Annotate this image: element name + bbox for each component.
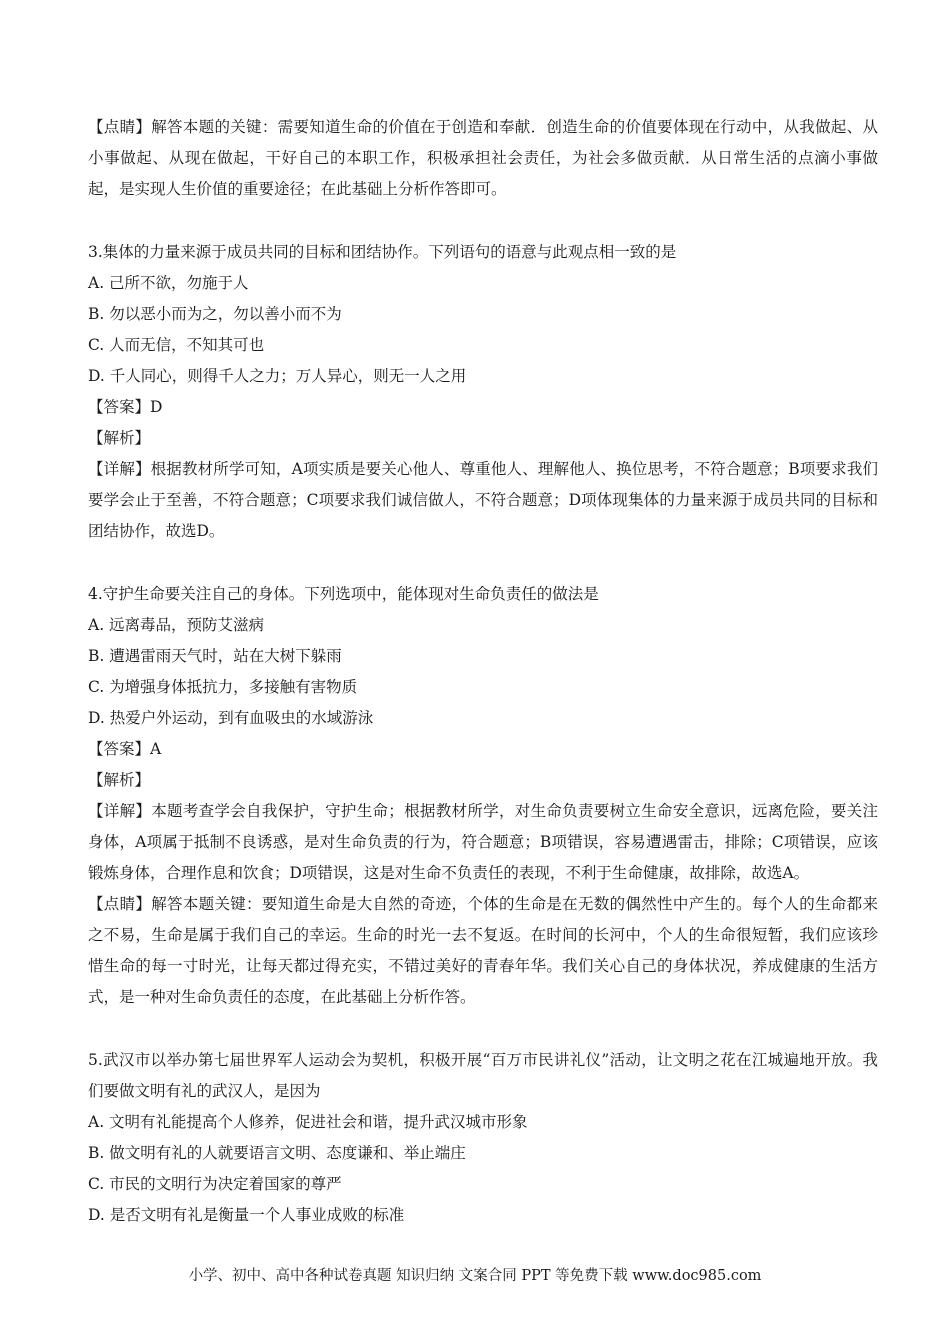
question-4-option-d: D. 热爱户外运动，到有血吸虫的水域游泳 [88,709,374,727]
question-3-option-c: C. 人而无信，不知其可也 [88,336,265,354]
question-5-option-b: B. 做文明有礼的人就要语言文明、态度谦和、举止端庄 [88,1144,466,1162]
question-5-option-d: D. 是否文明有礼是衡量一个人事业成败的标准 [88,1206,405,1224]
question-4-dianjing: 【点睛】解答本题关键：要知道生命是大自然的奇迹，个体的生命是在无数的偶然性中产生的。每个人的生命都来之不易，生命是属于我们自己的幸运。生命的时光一去不复返。在时间的长河中，个人的生命很短暂，我们应该珍惜生命的每一寸时光，让每天都过得充实，不错过美好的青春年华。我们关心自己的身体状况，养成健康的生活方式，是一种对生命负责任的态度，在此基础上分析作答。 [88,895,878,1006]
page-footer: 小学、初中、高中各种试卷真题 知识归纳 文案合同 PPT 等免费下载 www.doc985.com [188,1268,762,1284]
question-3-jiexi: 【解析】 [88,429,151,447]
question-3-option-d: D. 千人同心，则得千人之力；万人异心，则无一人之用 [88,367,467,385]
question-4-jiexi: 【解析】 [88,771,151,789]
question-4-answer: 【答案】A [88,740,162,758]
question-5-stem: 5.武汉市以举办第七届世界军人运动会为契机，积极开展“百万市民讲礼仪”活动，让文明之花在江城遍地开放。我们要做文明有礼的武汉人，是因为 [88,1051,878,1100]
question-5-option-a: A. 文明有礼能提高个人修养，促进社会和谐，提升武汉城市形象 [88,1113,528,1131]
question-4-stem: 4.守护生命要关注自己的身体。下列选项中，能体现对生命负责任的做法是 [88,585,599,603]
question-3-option-a: A. 己所不欲，勿施于人 [88,274,249,292]
question-5-option-c: C. 市民的文明行为决定着国家的尊严 [88,1175,342,1193]
document-body [88,112,878,1231]
question-3-stem: 3.集体的力量来源于成员共同的目标和团结协作。下列语句的语意与此观点相一致的是 [88,243,677,261]
question-4-option-c: C. 为增强身体抵抗力，多接触有害物质 [88,678,358,696]
question-4-option-b: B. 遭遇雷雨天气时，站在大树下躲雨 [88,647,342,665]
question-3-option-b: B. 勿以恶小而为之，勿以善小而不为 [88,305,342,323]
question-3-answer: 【答案】D [88,398,163,416]
dianjing-previous: 【点睛】解答本题的关键：需要知道生命的价值在于创造和奉献．创造生命的价值要体现在行动中，从我做起、从小事做起、从现在做起，干好自己的本职工作，积极承担社会责任，为社会多做贡献．从日常生活的点滴小事做起，是实现人生价值的重要途径；在此基础上分析作答即可。 [88,118,878,198]
question-3-detail: 【详解】根据教材所学可知，A项实质是要关心他人、尊重他人、理解他人、换位思考，不符合题意；B项要求我们要学会止于至善，不符合题意；C项要求我们诚信做人，不符合题意；D项体现集体的力量来源于成员共同的目标和团结协作，故选D。 [88,460,878,540]
question-4-option-a: A. 远离毒品，预防艾滋病 [88,616,265,634]
question-4-detail: 【详解】本题考查学会自我保护，守护生命；根据教材所学，对生命负责要树立生命安全意识，远离危险，要关注身体，A项属于抵制不良诱惑，是对生命负责的行为，符合题意；B项错误，容易遭遇雷击，排除；C项错误，应该锻炼身体，合理作息和饮食；D项错误，这是对生命不负责任的表现，不利于生命健康，故排除，故选A。 [88,802,878,882]
